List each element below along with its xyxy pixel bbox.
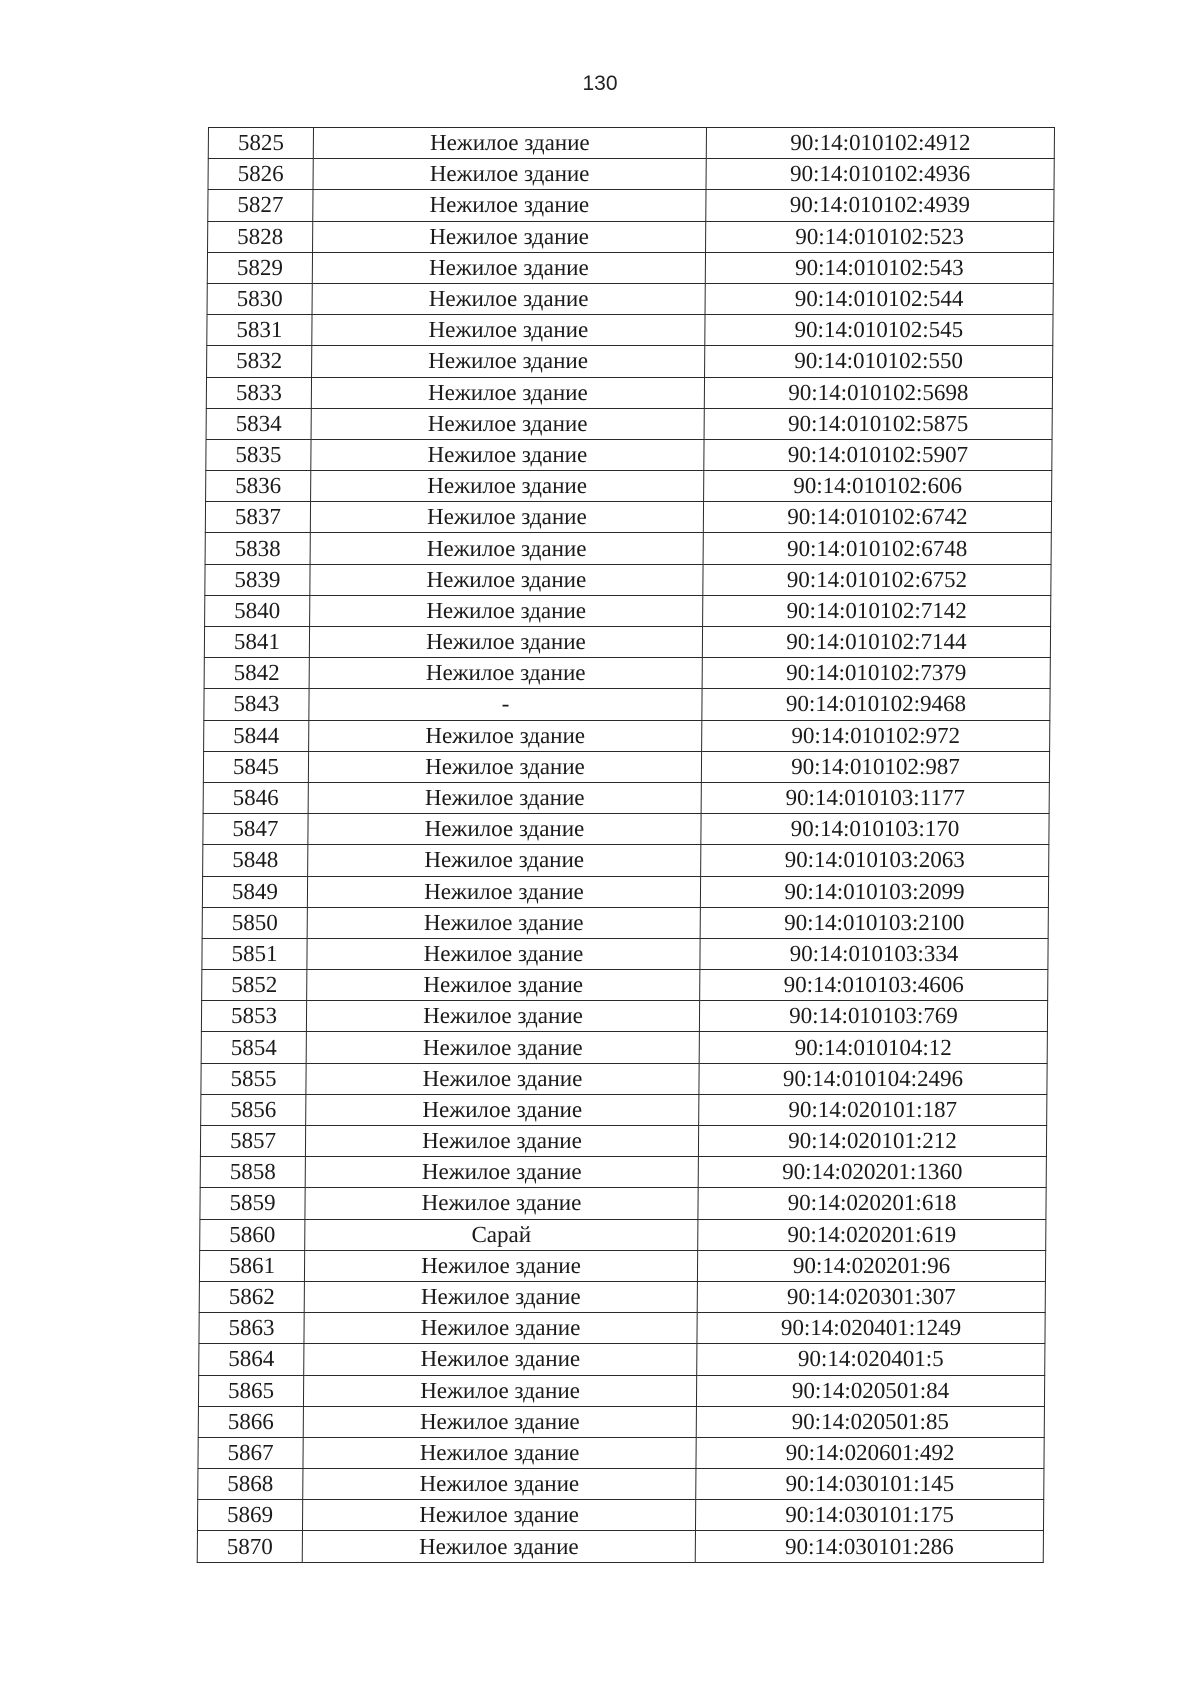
- object-type-cell: Нежилое здание: [302, 1500, 695, 1531]
- table-row: [200, 1219, 1046, 1250]
- row-number-cell: 5835: [206, 439, 311, 470]
- row-number-cell: 5836: [206, 471, 311, 502]
- cadastral-number-cell: 90:14:020201:1360: [698, 1157, 1046, 1188]
- row-number-cell: 5859: [200, 1188, 305, 1219]
- cadastral-number-cell: 90:14:010102:6748: [703, 533, 1051, 564]
- object-type-cell: Нежилое здание: [310, 564, 703, 595]
- row-number-cell: 5846: [203, 782, 308, 813]
- object-type-cell: Нежилое здание: [309, 720, 702, 751]
- table-row: [206, 439, 1052, 470]
- row-number-cell: 5864: [199, 1344, 304, 1375]
- table-row: [205, 564, 1051, 595]
- cadastral-number-cell: 90:14:020601:492: [696, 1437, 1044, 1468]
- row-number-cell: 5849: [202, 876, 307, 907]
- table-row: [205, 533, 1051, 564]
- object-type-cell: Нежилое здание: [305, 1126, 698, 1157]
- cadastral-number-cell: 90:14:030101:175: [695, 1500, 1043, 1531]
- registry-table-container: [197, 127, 1054, 1563]
- object-type-cell: Нежилое здание: [309, 658, 702, 689]
- cadastral-number-cell: 90:14:010102:544: [705, 283, 1053, 314]
- object-type-cell: Сарай: [305, 1219, 698, 1250]
- cadastral-number-cell: 90:14:020201:96: [697, 1250, 1045, 1281]
- object-type-cell: Нежилое здание: [302, 1531, 695, 1562]
- row-number-cell: 5865: [198, 1375, 303, 1406]
- table-row: [203, 751, 1049, 782]
- object-type-cell: Нежилое здание: [313, 221, 706, 252]
- row-number-cell: 5867: [198, 1437, 303, 1468]
- row-number-cell: 5848: [203, 845, 308, 876]
- object-type-cell: Нежилое здание: [308, 845, 701, 876]
- table-row: [204, 689, 1050, 720]
- row-number-cell: 5866: [198, 1406, 303, 1437]
- object-type-cell: Нежилое здание: [309, 627, 702, 658]
- cadastral-number-cell: 90:14:010103:769: [699, 1001, 1047, 1032]
- cadastral-number-cell: 90:14:010102:523: [706, 221, 1054, 252]
- cadastral-number-cell: 90:14:010102:543: [705, 252, 1053, 283]
- cadastral-number-cell: 90:14:010102:4936: [706, 159, 1054, 190]
- cadastral-number-cell: 90:14:010102:6752: [703, 564, 1051, 595]
- cadastral-number-cell: 90:14:010103:4606: [700, 970, 1048, 1001]
- object-type-cell: Нежилое здание: [311, 408, 704, 439]
- cadastral-number-cell: 90:14:010102:7379: [702, 658, 1050, 689]
- object-type-cell: Нежилое здание: [311, 439, 704, 470]
- table-row: [198, 1469, 1044, 1500]
- row-number-cell: 5831: [207, 315, 312, 346]
- cadastral-number-cell: 90:14:010102:545: [705, 315, 1053, 346]
- table-row: [201, 1001, 1047, 1032]
- object-type-cell: Нежилое здание: [307, 970, 700, 1001]
- cadastral-number-cell: 90:14:020101:187: [699, 1094, 1047, 1125]
- cadastral-number-cell: 90:14:030101:286: [695, 1531, 1043, 1562]
- row-number-cell: 5834: [206, 408, 311, 439]
- cadastral-number-cell: 90:14:010102:4939: [706, 190, 1054, 221]
- row-number-cell: 5861: [199, 1250, 304, 1281]
- object-type-cell: Нежилое здание: [303, 1406, 696, 1437]
- object-type-cell: Нежилое здание: [313, 159, 706, 190]
- table-row: [200, 1126, 1046, 1157]
- row-number-cell: 5828: [208, 221, 313, 252]
- table-row: [208, 128, 1054, 159]
- cadastral-number-cell: 90:14:010103:334: [700, 938, 1048, 969]
- cadastral-number-cell: 90:14:010102:5698: [704, 377, 1052, 408]
- object-type-cell: Нежилое здание: [306, 1032, 699, 1063]
- object-type-cell: -: [309, 689, 702, 720]
- cadastral-number-cell: 90:14:010102:7142: [703, 595, 1051, 626]
- table-row: [204, 658, 1050, 689]
- object-type-cell: Нежилое здание: [307, 876, 700, 907]
- object-type-cell: Нежилое здание: [306, 1063, 699, 1094]
- object-type-cell: Нежилое здание: [308, 782, 701, 813]
- table-row: [201, 1032, 1047, 1063]
- table-row: [207, 252, 1053, 283]
- table-row: [208, 190, 1054, 221]
- row-number-cell: 5854: [201, 1032, 306, 1063]
- table-row: [207, 315, 1053, 346]
- object-type-cell: Нежилое здание: [304, 1250, 697, 1281]
- row-number-cell: 5830: [207, 283, 312, 314]
- object-type-cell: Нежилое здание: [312, 283, 705, 314]
- table-row: [199, 1344, 1045, 1375]
- table-row: [200, 1188, 1046, 1219]
- object-type-cell: Нежилое здание: [312, 346, 705, 377]
- table-row: [202, 938, 1048, 969]
- object-type-cell: Нежилое здание: [312, 315, 705, 346]
- cadastral-number-cell: 90:14:010103:2099: [700, 876, 1048, 907]
- object-type-cell: Нежилое здание: [304, 1344, 697, 1375]
- table-row: [208, 221, 1054, 252]
- cadastral-number-cell: 90:14:010102:6742: [703, 502, 1051, 533]
- row-number-cell: 5843: [204, 689, 309, 720]
- table-row: [203, 814, 1049, 845]
- row-number-cell: 5855: [201, 1063, 306, 1094]
- row-number-cell: 5863: [199, 1313, 304, 1344]
- cadastral-number-cell: 90:14:010102:9468: [702, 689, 1050, 720]
- object-type-cell: Нежилое здание: [304, 1313, 697, 1344]
- cadastral-number-cell: 90:14:010102:7144: [702, 627, 1050, 658]
- object-type-cell: Нежилое здание: [307, 938, 700, 969]
- object-type-cell: Нежилое здание: [310, 533, 703, 564]
- table-row: [207, 283, 1053, 314]
- row-number-cell: 5856: [201, 1094, 306, 1125]
- table-row: [205, 502, 1051, 533]
- table-row: [202, 907, 1048, 938]
- row-number-cell: 5840: [205, 595, 310, 626]
- cadastral-number-cell: 90:14:020201:618: [698, 1188, 1046, 1219]
- table-row: [202, 970, 1048, 1001]
- row-number-cell: 5850: [202, 907, 307, 938]
- table-row: [200, 1157, 1046, 1188]
- table-row: [197, 1531, 1043, 1562]
- row-number-cell: 5844: [204, 720, 309, 751]
- cadastral-number-cell: 90:14:010103:2063: [701, 845, 1049, 876]
- cadastral-number-cell: 90:14:010103:170: [701, 814, 1049, 845]
- row-number-cell: 5839: [205, 564, 310, 595]
- object-type-cell: Нежилое здание: [308, 751, 701, 782]
- row-number-cell: 5826: [208, 159, 313, 190]
- object-type-cell: Нежилое здание: [303, 1469, 696, 1500]
- table-row: [198, 1437, 1044, 1468]
- table-row: [205, 595, 1051, 626]
- object-type-cell: Нежилое здание: [312, 252, 705, 283]
- object-type-cell: Нежилое здание: [310, 502, 703, 533]
- table-row: [201, 1094, 1047, 1125]
- cadastral-number-cell: 90:14:010102:5907: [704, 439, 1052, 470]
- cadastral-number-cell: 90:14:010103:1177: [701, 782, 1049, 813]
- table-row: [199, 1281, 1045, 1312]
- cadastral-number-cell: 90:14:010104:2496: [699, 1063, 1047, 1094]
- cadastral-number-cell: 90:14:010103:2100: [700, 907, 1048, 938]
- table-row: [208, 159, 1054, 190]
- registry-table-body: [197, 128, 1054, 1563]
- table-row: [198, 1375, 1044, 1406]
- row-number-cell: 5827: [208, 190, 313, 221]
- object-type-cell: Нежилое здание: [305, 1157, 698, 1188]
- cadastral-number-cell: 90:14:010102:4912: [706, 128, 1054, 159]
- object-type-cell: Нежилое здание: [303, 1437, 696, 1468]
- object-type-cell: Нежилое здание: [304, 1281, 697, 1312]
- object-type-cell: Нежилое здание: [313, 128, 706, 159]
- row-number-cell: 5829: [207, 252, 312, 283]
- table-row: [199, 1313, 1045, 1344]
- table-row: [203, 845, 1049, 876]
- table-row: [206, 408, 1052, 439]
- table-row: [206, 471, 1052, 502]
- table-row: [201, 1063, 1047, 1094]
- cadastral-number-cell: 90:14:010102:972: [702, 720, 1050, 751]
- row-number-cell: 5869: [197, 1500, 302, 1531]
- cadastral-number-cell: 90:14:020401:5: [697, 1344, 1045, 1375]
- table-row: [198, 1406, 1044, 1437]
- row-number-cell: 5847: [203, 814, 308, 845]
- table-row: [204, 627, 1050, 658]
- row-number-cell: 5860: [200, 1219, 305, 1250]
- row-number-cell: 5862: [199, 1281, 304, 1312]
- row-number-cell: 5851: [202, 938, 307, 969]
- cadastral-number-cell: 90:14:020501:84: [696, 1375, 1044, 1406]
- table-row: [199, 1250, 1045, 1281]
- cadastral-number-cell: 90:14:010102:606: [704, 471, 1052, 502]
- object-type-cell: Нежилое здание: [311, 377, 704, 408]
- cadastral-number-cell: 90:14:010104:12: [699, 1032, 1047, 1063]
- object-type-cell: Нежилое здание: [311, 471, 704, 502]
- cadastral-number-cell: 90:14:020301:307: [697, 1281, 1045, 1312]
- cadastral-number-cell: 90:14:020501:85: [696, 1406, 1044, 1437]
- table-row: [202, 876, 1048, 907]
- row-number-cell: 5853: [201, 1001, 306, 1032]
- cadastral-number-cell: 90:14:010102:987: [701, 751, 1049, 782]
- object-type-cell: Нежилое здание: [307, 907, 700, 938]
- row-number-cell: 5852: [202, 970, 307, 1001]
- object-type-cell: Нежилое здание: [310, 595, 703, 626]
- cadastral-number-cell: 90:14:020201:619: [698, 1219, 1046, 1250]
- row-number-cell: 5868: [198, 1469, 303, 1500]
- cadastral-number-cell: 90:14:010102:5875: [704, 408, 1052, 439]
- row-number-cell: 5825: [208, 128, 313, 159]
- object-type-cell: Нежилое здание: [308, 814, 701, 845]
- page-number: 130: [582, 72, 618, 95]
- row-number-cell: 5845: [203, 751, 308, 782]
- table-row: [197, 1500, 1043, 1531]
- row-number-cell: 5837: [205, 502, 310, 533]
- object-type-cell: Нежилое здание: [306, 1001, 699, 1032]
- row-number-cell: 5841: [204, 627, 309, 658]
- row-number-cell: 5832: [207, 346, 312, 377]
- table-row: [203, 782, 1049, 813]
- object-type-cell: Нежилое здание: [306, 1094, 699, 1125]
- registry-table: [197, 127, 1055, 1563]
- cadastral-number-cell: 90:14:010102:550: [705, 346, 1053, 377]
- object-type-cell: Нежилое здание: [313, 190, 706, 221]
- table-row: [206, 377, 1052, 408]
- row-number-cell: 5870: [197, 1531, 302, 1562]
- cadastral-number-cell: 90:14:020401:1249: [697, 1313, 1045, 1344]
- object-type-cell: Нежилое здание: [305, 1188, 698, 1219]
- row-number-cell: 5857: [200, 1126, 305, 1157]
- table-row: [204, 720, 1050, 751]
- cadastral-number-cell: 90:14:020101:212: [698, 1126, 1046, 1157]
- row-number-cell: 5838: [205, 533, 310, 564]
- row-number-cell: 5858: [200, 1157, 305, 1188]
- row-number-cell: 5842: [204, 658, 309, 689]
- table-row: [207, 346, 1053, 377]
- object-type-cell: Нежилое здание: [303, 1375, 696, 1406]
- cadastral-number-cell: 90:14:030101:145: [696, 1469, 1044, 1500]
- row-number-cell: 5833: [206, 377, 311, 408]
